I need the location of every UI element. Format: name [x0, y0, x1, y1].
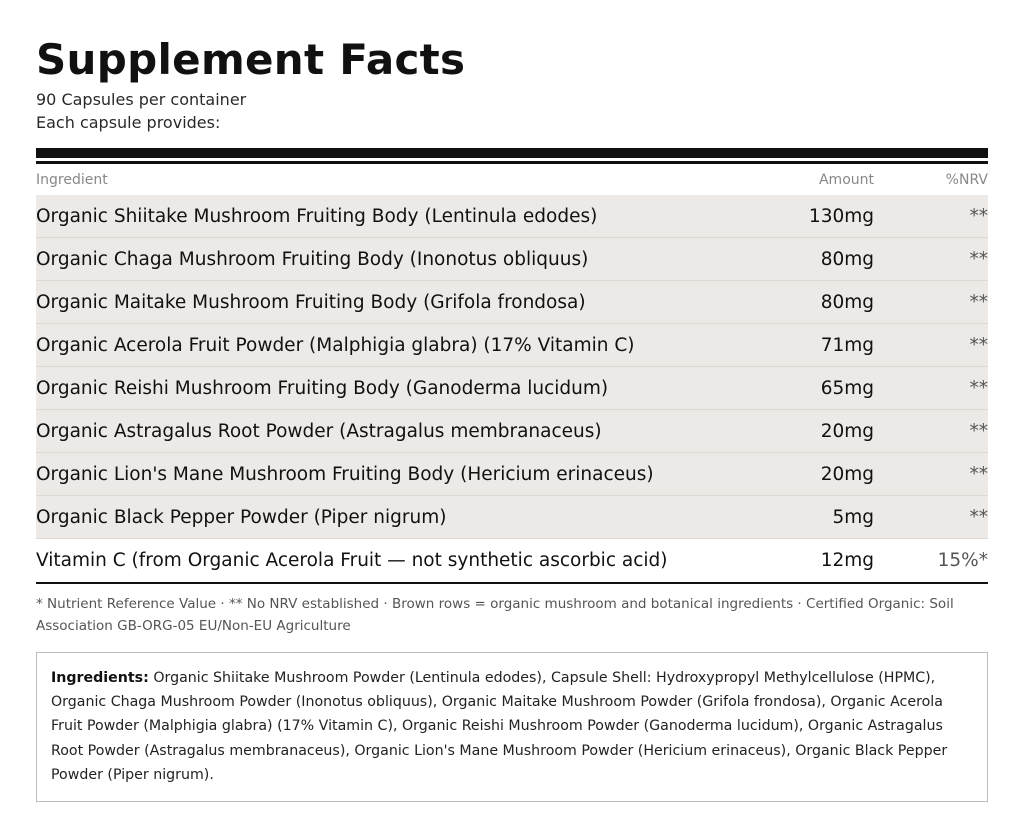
- ingredients-box: [36, 652, 988, 802]
- ingredients-label: Ingredients:: [51, 670, 149, 686]
- table-row: [36, 496, 988, 539]
- page-title: Supplement Facts: [36, 35, 466, 84]
- ingredient-amount: 71mg: [820, 334, 874, 356]
- ingredient-name: Vitamin C (from Organic Acerola Fruit — not synthetic ascorbic acid): [36, 550, 668, 571]
- ingredient-amount: 20mg: [820, 463, 874, 485]
- serving-note: Each capsule provides:: [36, 113, 221, 132]
- ingredient-name: Organic Reishi Mushroom Fruiting Body (Ganoderma lucidum): [36, 377, 609, 399]
- table-row: [36, 410, 988, 453]
- ingredient-nrv: **: [969, 463, 988, 485]
- ingredient-name: Organic Maitake Mushroom Fruiting Body (Grifola frondosa): [36, 291, 586, 313]
- ingredient-amount: 80mg: [820, 291, 874, 313]
- ingredient-amount: 65mg: [820, 377, 874, 399]
- table-header: [36, 164, 988, 195]
- ingredient-name: Organic Black Pepper Powder (Piper nigrum): [36, 506, 447, 528]
- footnote: * Nutrient Reference Value · ** No NRV established · Brown rows = organic mushroom and botanical ingredients · Certified Organic: Soil Association GB-ORG-05 EU/Non-EU Agriculture: [36, 596, 954, 634]
- ingredient-nrv: **: [969, 377, 988, 399]
- ingredient-nrv: **: [969, 334, 988, 356]
- supplement-facts-panel: [36, 0, 988, 802]
- ingredient-amount: 20mg: [820, 420, 874, 442]
- table-row: [36, 195, 988, 238]
- ingredient-name: Organic Acerola Fruit Powder (Malphigia glabra) (17% Vitamin C): [36, 334, 635, 356]
- ingredient-nrv: 15%*: [937, 550, 988, 571]
- ingredient-name: Organic Chaga Mushroom Fruiting Body (Inonotus obliquus): [36, 248, 589, 270]
- ingredient-name: Organic Lion's Mane Mushroom Fruiting Body (Hericium erinaceus): [36, 463, 654, 485]
- table-row: [36, 324, 988, 367]
- thick-divider: [36, 148, 988, 158]
- column-header-nrv: %NRV: [945, 171, 988, 188]
- column-header-amount: Amount: [818, 171, 874, 188]
- ingredient-nrv: **: [969, 420, 988, 442]
- column-header-ingredient: Ingredient: [36, 171, 108, 188]
- ingredients-text: Organic Shiitake Mushroom Powder (Lentinula edodes), Capsule Shell: Hydroxypropyl Methylcellulose (HPMC), Organic Chaga Mushroom Powder (Inonotus obliquus), Organic Maitake Mushroom Powder (Grifola frondosa), Organic Acerola Fruit Powder (Malphigia glabra) (17% Vitamin C), Organic Reishi Mushroom Powder (Ganoderma lucidum), Organic Astragalus Root Powder (Astragalus membranaceus), Organic Lion's Mane Mushroom Powder (Hericium erinaceus), Organic Black Pepper Powder (Piper nigrum).: [51, 670, 948, 783]
- ingredient-amount: 80mg: [820, 248, 874, 270]
- ingredient-name: Organic Shiitake Mushroom Fruiting Body (Lentinula edodes): [36, 205, 598, 227]
- bottom-divider: [36, 582, 988, 584]
- ingredient-nrv: **: [969, 506, 988, 528]
- ingredient-amount: 5mg: [832, 506, 874, 528]
- servings-per-container: 90 Capsules per container: [36, 90, 247, 109]
- ingredient-amount: 12mg: [820, 550, 874, 571]
- ingredient-nrv: **: [969, 248, 988, 270]
- ingredient-nrv: **: [969, 291, 988, 313]
- table-row: [36, 238, 988, 281]
- table-row: [36, 539, 988, 582]
- table-row: [36, 281, 988, 324]
- ingredient-name: Organic Astragalus Root Powder (Astragalus membranaceus): [36, 420, 602, 442]
- table-row: [36, 367, 988, 410]
- ingredient-amount: 130mg: [808, 205, 874, 227]
- table-row: [36, 453, 988, 496]
- ingredient-nrv: **: [969, 205, 988, 227]
- table-body: [36, 195, 988, 582]
